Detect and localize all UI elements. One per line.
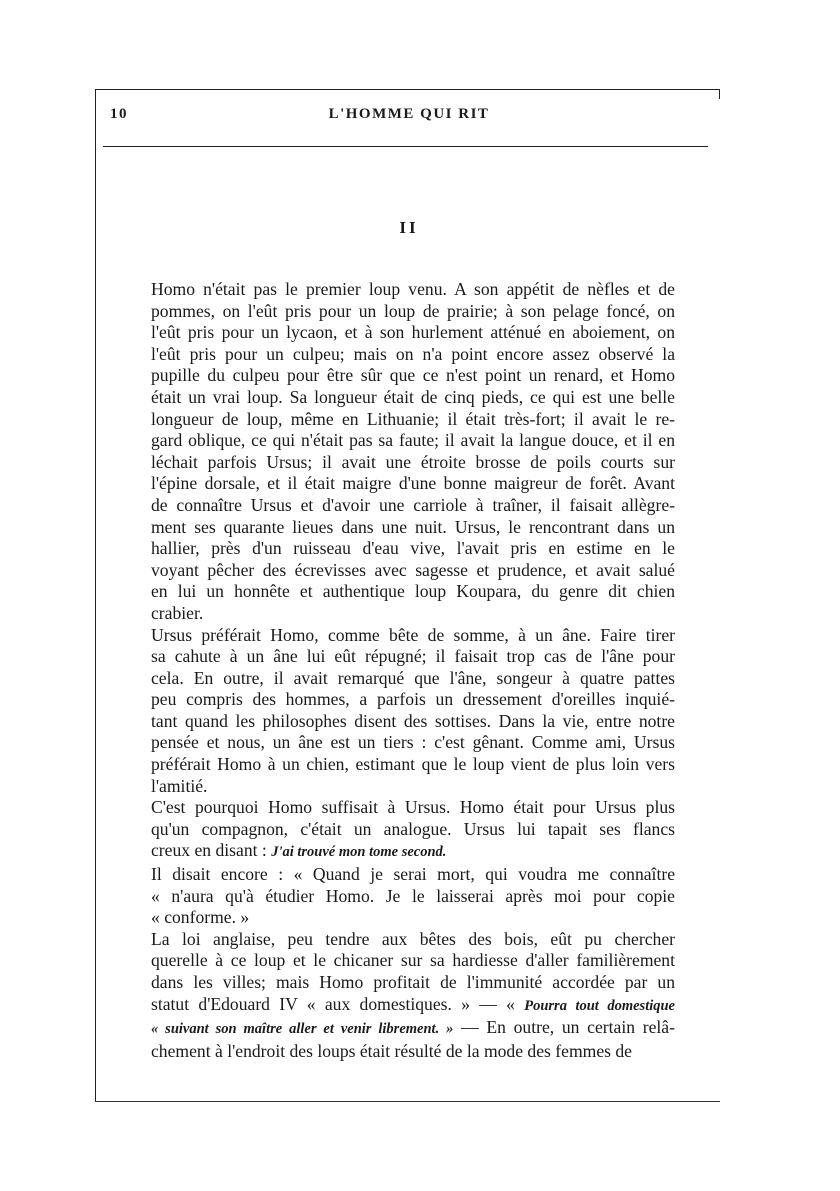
text-line: Il disait encore : « Quand je serai mort, qui voudra me connaître xyxy=(151,864,675,885)
text-line: longueur de loup, même en Lithuanie; il était très-fort; il avait le re- xyxy=(151,408,675,429)
italic-quote: « suivant son maître aller et venir librement. » xyxy=(151,1021,454,1038)
text-line: La loi anglaise, peu tendre aux bêtes des bois, eût pu chercher xyxy=(151,928,675,949)
text-line: Homo n'était pas le premier loup venu. A son appétit de nèfles et de xyxy=(151,279,675,299)
text-line: « n'aura qu'à étudier Homo. Je le laisserai après moi pour copie xyxy=(151,885,675,906)
text-line: préférait Homo à un chien, estimant que le loup vient de plus loin vers xyxy=(151,754,675,775)
text-line: l'eût pris pour un lycaon, et à son hurlement atténué en aboiement, on xyxy=(151,322,675,343)
text-line: l'épine dorsale, et il était maigre d'une bonne maigreur de forêt. Avant xyxy=(151,473,675,494)
text-line: crabier. xyxy=(151,602,204,623)
text-segment: creux en disant : xyxy=(151,840,272,861)
text-line: en lui un honnête et authentique loup Koupara, du genre dit chien xyxy=(151,581,675,602)
paragraph xyxy=(133,929,675,1063)
text-line xyxy=(133,1017,675,1041)
text-segment: — En outre, un certain relâ- xyxy=(453,1017,675,1038)
text-line: sa cahute à un âne lui eût répugné; il faisait trop cas de l'âne pour xyxy=(151,646,675,667)
running-head xyxy=(110,106,708,128)
text-line: qu'un compagnon, c'était un analogue. Ursus lui tapait ses flancs xyxy=(151,818,675,839)
body-text xyxy=(133,279,675,1062)
text-line: l'eût pris pour un culpeu; mais on n'a point encore assez observé la xyxy=(151,343,675,364)
italic-quote: J'ai trouvé mon tome second. xyxy=(271,844,447,861)
paragraph xyxy=(133,864,675,929)
text-line: tant quand les philosophes disent des sottises. Dans la vie, entre notre xyxy=(151,710,675,731)
text-segment: statut d'Edouard IV « aux domestiques. » — « xyxy=(151,993,525,1014)
text-line: C'est pourquoi Homo suffisait à Ursus. Homo était pour Ursus plus xyxy=(151,797,675,818)
text-line: de connaître Ursus et d'avoir une carriole à traîner, il faisait allègre- xyxy=(151,494,675,515)
text-line: pommes, on l'eût pris pour un loup de prairie; à son pelage foncé, on xyxy=(151,300,675,321)
paragraph xyxy=(133,279,675,625)
paragraph xyxy=(133,625,675,798)
text-line: léchait parfois Ursus; il avait une étroite brosse de poils courts sur xyxy=(151,451,675,472)
text-line: cela. En outre, il avait remarqué que l'âne, songeur à quatre pattes xyxy=(151,667,675,688)
text-line: querelle à ce loup et le chicaner sur sa hardiesse d'aller familièrement xyxy=(151,950,675,971)
frame-left-rule xyxy=(95,89,96,1101)
frame-right-rule xyxy=(719,89,720,99)
text-line: ment ses quarante lieues dans une nuit. Ursus, le rencontrant dans un xyxy=(151,516,675,537)
text-line: était un vrai loup. Sa longueur était de cinq pieds, ce qui est une belle xyxy=(151,386,675,407)
text-line: peu compris des hommes, a parfois un dressement d'oreilles inquié- xyxy=(151,689,675,710)
text-line: chement à l'endroit des loups était résulté de la mode des femmes de xyxy=(151,1040,632,1061)
header-rule xyxy=(103,146,708,147)
text-line: hallier, près d'un ruisseau d'eau vive, l'avait pris en estime en le xyxy=(151,538,675,559)
text-line: Ursus préférait Homo, comme bête de somme, à un âne. Faire tirer xyxy=(151,624,675,645)
paragraph xyxy=(133,797,675,864)
text-line: dans les villes; mais Homo profitait de l'immunité accordée par un xyxy=(151,972,675,992)
running-title: L'HOMME QUI RIT xyxy=(328,106,490,122)
text-line: gard oblique, ce qui n'était pas sa faute; il avait la langue douce, et il en xyxy=(151,430,675,451)
italic-quote: Pourra tout domestique xyxy=(524,997,675,1014)
text-line: « conforme. » xyxy=(151,907,250,928)
text-line: voyant pêcher des écrevisses avec sagesse et prudence, et avait salué xyxy=(151,559,675,580)
text-line: pensée et nous, un âne est un tiers : c'est gênant. Comme ami, Ursus xyxy=(151,732,675,753)
frame-bottom-rule xyxy=(95,1101,720,1102)
text-line: pupille du culpeu pour être sûr que ce n'est point un renard, et Homo xyxy=(151,365,675,386)
chapter-number: II xyxy=(399,218,419,237)
text-line xyxy=(133,994,675,1018)
text-line: l'amitié. xyxy=(151,775,208,796)
page-number: 10 xyxy=(110,106,128,122)
frame-top-rule xyxy=(95,89,720,90)
text-line xyxy=(133,840,675,864)
